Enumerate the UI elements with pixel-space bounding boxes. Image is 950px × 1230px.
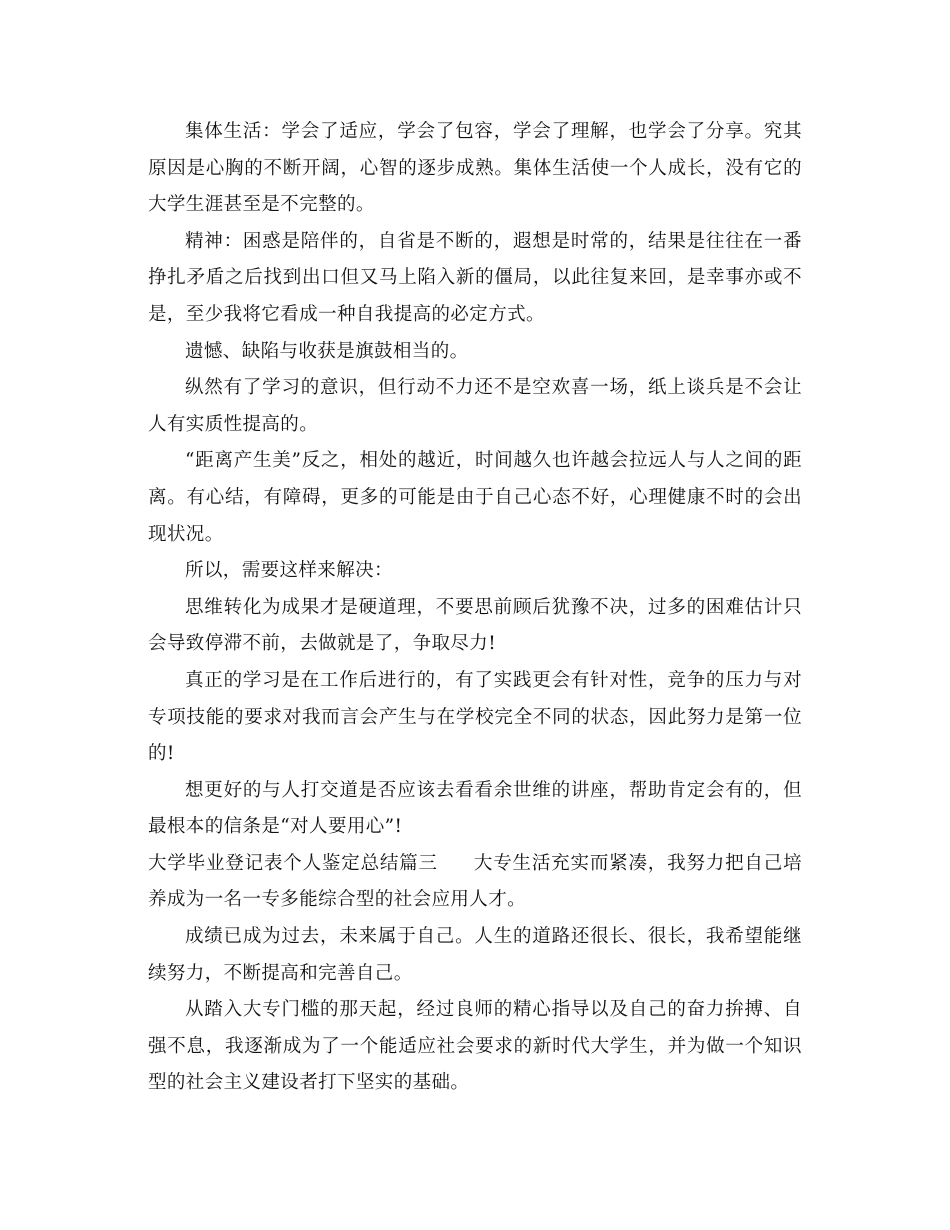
paragraph-learning-awareness: 纵然有了学习的意识，但行动不力还不是空欢喜一场，纸上谈兵是不会让人有实质性提高的。	[148, 377, 802, 435]
paragraph-spirit: 精神：困惑是陪伴的，自省是不断的，遐想是时常的，结果是往往在一番挣扎矛盾之后找到出口但又马上陷入新的僵局，以此往复来回，是幸事亦或不是，至少我将它看成一种自我提高的必定方式。	[148, 230, 802, 325]
paragraph-dealing-with-people: 想更好的与人打交道是否应该去看看余世维的讲座，帮助肯定会有的，但最根本的信条是“对人要用心”!	[148, 779, 802, 838]
document-body	[148, 114, 802, 1102]
section-first-text: 大专生活充实而紧凑，我努力把自己培养成为一名一专多能综合型的社会应用人才。	[148, 852, 802, 911]
paragraph-collective-life: 集体生活：学会了适应，学会了包容，学会了理解，也学会了分享。究其原因是心胸的不断开阔，心智的逐步成熟。集体生活使一个人成长，没有它的大学生涯甚至是不完整的。	[148, 121, 802, 216]
paragraph-college-journey: 从踏入大专门槛的那天起，经过良师的精心指导以及自己的奋力拚搏、自强不息，我逐渐成为了一个能适应社会要求的新时代大学生，并为做一个知识型的社会主义建设者打下坚实的基础。	[148, 999, 802, 1094]
paragraph-solution-intro: 所以，需要这样来解决：	[185, 560, 393, 582]
paragraph-regrets: 遗憾、缺陷与收获是旗鼓相当的。	[185, 340, 469, 362]
section-title: 大学毕业登记表个人鉴定总结篇三	[148, 852, 438, 874]
paragraph-distance: “距离产生美”反之，相处的越近，时间越久也许越会拉远人与人之间的距离。有心结，有障碍，更多的可能是由于自己心态不好，心理健康不时的会出现状况。	[148, 450, 802, 545]
paragraph-thinking-to-results: 思维转化为成果才是硬道理，不要思前顾后犹豫不决，过多的困难估计只会导致停滞不前，去做就是了，争取尽力!	[148, 596, 802, 655]
paragraph-real-learning: 真正的学习是在工作后进行的，有了实践更会有针对性，竞争的压力与对专项技能的要求对我而言会产生与在学校完全不同的状态，因此努力是第一位的!	[148, 669, 802, 765]
section-paragraph	[148, 846, 802, 919]
paragraph-achievements: 成绩已成为过去，未来属于自己。人生的道路还很长、很长，我希望能继续努力，不断提高和完善自己。	[148, 926, 802, 984]
